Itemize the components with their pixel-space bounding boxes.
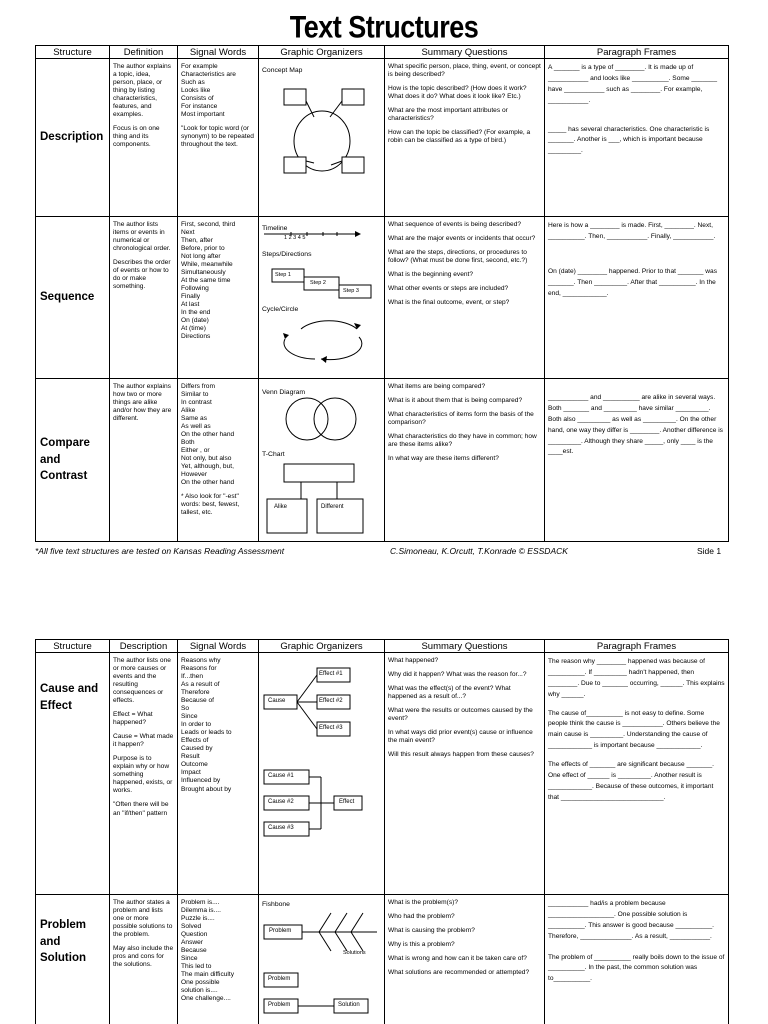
effect-3-label: Effect #3	[319, 725, 343, 731]
definition-text: The author lists items or events in numerical or chronological order.	[113, 221, 171, 253]
summary-question: What characteristics of items form the basis of the comparison?	[388, 411, 536, 427]
header-graphic-organizers: Graphic Organizers	[259, 640, 385, 653]
signal-words-list: Reasons why Reasons for If...then As a result of Therefore Because of So Since In order to Leads or leads to Effects of Caused by Result Outcome Impact Influenced by Brought about by	[181, 657, 232, 793]
signal-words-list: Problem is.... Dilemma is.... Puzzle is.... Solved Question Answer Because Since This led to The main difficulty One possible solution is.... One challenge....	[181, 899, 235, 1003]
definition-cell	[110, 653, 178, 895]
header-row	[36, 640, 729, 653]
summary-question: What characteristics do they have in common; how are these items alike?	[388, 433, 539, 449]
timeline-numbers: 1 2 3 4 5	[284, 235, 306, 241]
definition-text: The author explains a topic, idea, person, place, or thing by listing characteristics, features, and examples.	[113, 63, 173, 119]
signal-words-cell	[178, 895, 259, 1024]
summary-question: How can the topic be classified? (For example, a robin can be classified as a type of bird.)	[388, 129, 533, 145]
structure-cause-effect: Cause and Effect	[36, 653, 110, 895]
paragraph-frame: ___________ and __________ are alike in several ways. Both _______ and _________ have similar _________. Both also _________ as well as _________. On the other hand, one way they differ is ________. Another difference is _________. Although they share _____, only ____ is the ____est.	[548, 394, 725, 456]
solution-label: Solution	[338, 1002, 360, 1008]
definition-cell	[110, 379, 178, 542]
steps-label: Steps/Directions	[262, 251, 312, 258]
graphic-organizer-cell	[259, 895, 385, 1024]
summary-question: What solutions are recommended or attempted?	[388, 969, 530, 977]
header-signal-words: Signal Words	[178, 640, 259, 653]
row-description	[36, 59, 729, 217]
page-title: Text Structures	[289, 9, 479, 45]
cause-3-label: Cause #3	[268, 825, 294, 831]
footer-side: Side 1	[697, 546, 722, 556]
paragraph-frames-cell	[545, 59, 729, 217]
structure-compare-contrast: Compare and Contrast	[36, 379, 110, 542]
summary-question: What happened?	[388, 657, 439, 664]
row-sequence	[36, 217, 729, 379]
structure-sequence: Sequence	[36, 217, 110, 379]
signal-words-list: For example Characteristics are Such as Looks like Consists of For instance Most important	[181, 63, 236, 119]
summary-question: Why did it happen? What was the reason for...?	[388, 671, 527, 679]
header-graphic-organizers: Graphic Organizers	[259, 46, 385, 59]
paragraph-frame: On (date) ________ happened. Prior to that _______ was _______. Then _________. After that __________. In the end, ____________.	[548, 267, 719, 297]
summary-question: In what ways did prior event(s) cause or influence the main event?	[388, 729, 535, 745]
paragraph-frame: Here is how a ________ is made. First, ________. Next, __________. Then, ___________. Finally, ___________.	[548, 222, 716, 240]
signal-note: * Also look for "-est" words: best, fewest, tallest, etc.	[181, 493, 242, 517]
summary-question: What are the most important attributes or characteristics?	[388, 107, 510, 123]
summary-questions-cell	[385, 379, 545, 542]
summary-question: How is the topic described? (How does it work? What does it do? What does it look like? Etc.)	[388, 85, 529, 101]
graphic-organizer-cell	[259, 59, 385, 217]
summary-question: What is it about them that is being compared?	[388, 397, 523, 405]
definition-text: The author explains how two or more things are alike and/or how they are different.	[113, 383, 174, 423]
text-structures-table-side-2	[35, 639, 729, 1024]
graphic-organizer-cell	[259, 653, 385, 895]
summary-question: Why is this a problem?	[388, 941, 455, 949]
step-1-label: Step 1	[275, 272, 291, 278]
summary-question: What was the effect(s) of the event? What happened as a result of...?	[388, 685, 513, 701]
row-compare-contrast	[36, 379, 729, 542]
timeline-label: Timeline	[262, 225, 288, 232]
definition-cell	[110, 59, 178, 217]
paragraph-frames-cell	[545, 895, 729, 1024]
summary-question: Who had the problem?	[388, 913, 455, 921]
alike-label: Alike	[274, 504, 288, 510]
different-label: Different	[321, 504, 344, 510]
summary-question: What are the steps, directions, or procedures to follow? (What must be done first, second, etc.?)	[388, 249, 529, 265]
sequence-diagrams	[259, 217, 385, 379]
summary-question: What is the problem(s)?	[388, 899, 458, 906]
summary-question: What items are being compared?	[388, 383, 486, 390]
paragraph-frame: The reason why ________ happened was because of __________. If _________ hadn't happened, then ________. Due to _______ occurring, ______. This explains why ______.	[548, 658, 727, 698]
fishbone-label: Fishbone	[262, 901, 290, 908]
summary-question: What were the results or outcomes caused by the event?	[388, 707, 535, 723]
step-3-label: Step 3	[343, 288, 359, 294]
header-paragraph-frames: Paragraph Frames	[545, 640, 729, 653]
header-paragraph-frames: Paragraph Frames	[545, 46, 729, 59]
paragraph-frame: The effects of _______ are significant because _______. One effect of ______ is _________. Another result is ____________. Because of these outcomes, it important that ____________________________.	[548, 761, 716, 801]
definition-text: Purpose is to explain why or how something happened, exists, or works.	[113, 755, 175, 795]
summary-question: What sequence of events is being described?	[388, 221, 522, 228]
concept-map-label: Concept Map	[262, 67, 303, 74]
fishbone-problem-label: Problem	[269, 928, 292, 934]
signal-words-cell	[178, 59, 259, 217]
structure-description: Description	[36, 59, 110, 217]
summary-question: What are the major events or incidents that occur?	[388, 235, 536, 243]
definition-text: "Often there will be an "if/then" pattern	[113, 801, 171, 817]
structure-problem-solution: Problem and Solution	[36, 895, 110, 1024]
definition-text: Effect = What happened?	[113, 711, 155, 727]
concept-map-diagram	[259, 59, 385, 217]
paragraph-frame: The problem of __________ really boils down to the issue of __________. In the past, the common solution was to__________.	[548, 953, 727, 983]
definition-text: May also include the pros and cons for the solutions.	[113, 945, 175, 969]
row-problem-solution	[36, 895, 729, 1024]
summary-question: What is the final outcome, event, or step?	[388, 299, 510, 307]
summary-question: What other events or steps are included?	[388, 285, 509, 293]
text-structures-table-side-1	[35, 45, 729, 542]
definition-cell	[110, 217, 178, 379]
summary-question: Will this result always happen from these causes?	[388, 751, 534, 759]
summary-questions-cell	[385, 653, 545, 895]
effect-label: Effect	[339, 799, 355, 805]
header-structure: Structure	[36, 640, 110, 653]
cause-2-label: Cause #2	[268, 799, 294, 805]
row-cause-effect	[36, 653, 729, 895]
step-2-label: Step 2	[310, 280, 326, 286]
summary-questions-cell	[385, 59, 545, 217]
definition-text: Focus is on one thing and its components.	[113, 125, 162, 149]
cycle-label: Cycle/Circle	[262, 306, 299, 313]
definition-text: The author states a problem and lists one or more possible solutions to the problem.	[113, 899, 175, 939]
header-structure: Structure	[36, 46, 110, 59]
fishbone-solutions-label: Solutions	[343, 950, 366, 956]
signal-words-list: Differs from Similar to In contrast Alike Same as As well as On the other hand Both Either , or Not only, but also Yet, although, but, However On the other hand	[181, 383, 235, 487]
header-summary-questions: Summary Questions	[385, 640, 545, 653]
summary-questions-cell	[385, 895, 545, 1024]
footer-credit: C.Simoneau, K.Orcutt, T.Konrade © ESSDACK	[390, 546, 568, 556]
summary-question: What is causing the problem?	[388, 927, 475, 935]
signal-words-cell	[178, 653, 259, 895]
compare-diagrams	[259, 379, 385, 542]
paragraph-frame: The cause of__________ is not easy to define. Some people think the cause is ___________. Others believe the main cause is _________. Understanding the cause of ____________ is important because ____________.	[548, 709, 722, 750]
paragraph-frame: A _______ is a type of ________. It is made up of ___________ and looks like __________. Some _______ have ___________ such as ________. For example, ___________.	[548, 64, 719, 104]
cause-1-label: Cause #1	[268, 773, 294, 779]
header-definition: Definition	[110, 46, 178, 59]
definition-text: Cause = What made it happen?	[113, 733, 176, 749]
summary-question: What is wrong and how can it be taken care of?	[388, 955, 527, 963]
summary-questions-cell	[385, 217, 545, 379]
footer-note: *All five text structures are tested on Kansas Reading Assessment	[35, 546, 285, 556]
definition-text: Describes the order of events or how to do or make something.	[113, 259, 173, 291]
problem-1-label: Problem	[268, 976, 291, 982]
definition-cell	[110, 895, 178, 1024]
header-signal-words: Signal Words	[178, 46, 259, 59]
paragraph-frames-cell	[545, 653, 729, 895]
paragraph-frames-cell	[545, 217, 729, 379]
signal-words-cell	[178, 217, 259, 379]
signal-note: "Look for topic word (or synonym) to be repeated throughout the text.	[181, 125, 256, 149]
paragraph-frame: _____ has several characteristics. One characteristic is _______. Another is ___, which is important because _________.	[548, 125, 712, 155]
header-summary-questions: Summary Questions	[385, 46, 545, 59]
summary-question: What is the beginning event?	[388, 271, 474, 279]
effect-1-label: Effect #1	[319, 671, 343, 677]
tchart-label: T-Chart	[262, 451, 285, 458]
venn-label: Venn Diagram	[262, 389, 306, 396]
definition-text: The author lists one or more causes or events and the resulting consequences or effects.	[113, 657, 173, 705]
graphic-organizer-cell	[259, 379, 385, 542]
effect-2-label: Effect #2	[319, 698, 343, 704]
summary-question: In what way are these items different?	[388, 455, 499, 463]
signal-words-cell	[178, 379, 259, 542]
signal-words-list: First, second, third Next Then, after Before, prior to Not long after While, meanwhile Simultaneously At the same time Following Finally At last In the end On (date) At (time) Directions	[181, 221, 236, 341]
header-description: Description	[110, 640, 178, 653]
header-row	[36, 46, 729, 59]
summary-question: What specific person, place, thing, event, or concept is being described?	[388, 63, 543, 79]
cause-label: Cause	[268, 698, 286, 704]
paragraph-frames-cell	[545, 379, 729, 542]
graphic-organizer-cell	[259, 217, 385, 379]
problem-2-label: Problem	[268, 1002, 291, 1008]
paragraph-frame: ___________ had/is a problem because __________________. One possible solution is __________. This answer is good because __________. Therefore, ______________. As a result, ___________.	[548, 900, 716, 940]
